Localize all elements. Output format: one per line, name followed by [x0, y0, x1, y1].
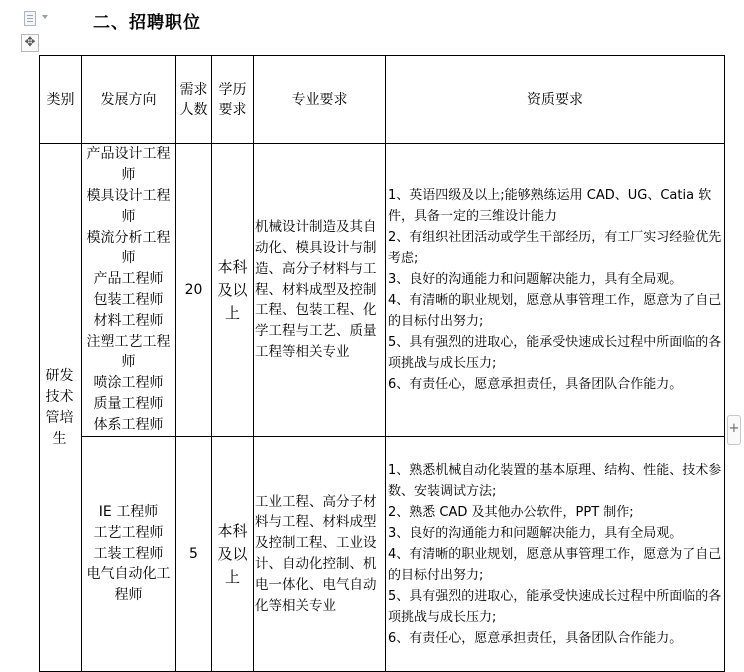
direction-cell [82, 437, 176, 672]
qualification-item: 1、英语四级及以上;能够熟练运用 CAD、UG、Catia 软件，具备一定的三维设计能力 [388, 188, 712, 224]
count-cell: 5 [176, 437, 212, 672]
direction-cell [82, 144, 176, 437]
chevron-down-icon[interactable] [42, 15, 48, 19]
category-label: 研发技术管培生 [45, 367, 74, 447]
list-item: IE 工程师 [98, 504, 159, 520]
list-item: 产品设计工程师 [86, 146, 171, 184]
header-education: 学历要求 [212, 56, 254, 144]
major-cell [254, 437, 386, 672]
direction-list [82, 144, 175, 435]
list-item: 体系工程师 [93, 416, 164, 433]
education-value: 本科及以上 [217, 257, 248, 322]
list-item: 模具设计工程师 [86, 188, 171, 225]
table-row [40, 437, 725, 672]
section-title: 二、招聘职位 [93, 13, 201, 33]
list-item: 材料工程师 [93, 312, 164, 329]
qualification-item: 2、有组织社团活动或学生干部经历，有工厂实习经验优先考虑; [388, 230, 722, 266]
qualification-cell [386, 437, 725, 672]
qualification-item: 2、熟悉 CAD 及其他办公软件，PPT 制作; [388, 504, 634, 520]
qualification-item: 3、良好的沟通能力和问题解决能力，具有全局观。 [388, 272, 683, 287]
table-move-handle-icon[interactable]: ✥ [21, 34, 39, 52]
list-item: 质量工程师 [93, 395, 164, 412]
list-item: 模流分析工程师 [86, 229, 171, 267]
list-item: 包装工程师 [93, 292, 164, 308]
count-cell: 20 [176, 144, 212, 437]
category-cell [40, 144, 82, 672]
list-item: 喷涂工程师 [93, 375, 164, 392]
list-item: 注塑工艺工程师 [86, 333, 171, 371]
header-qualification: 资质要求 [386, 56, 725, 144]
direction-list [82, 502, 175, 606]
major-cell [254, 144, 386, 437]
education-value: 本科及以上 [217, 521, 248, 586]
major-value: 工业工程、高分子材料与工程、材料成型及控制工程、工业设计、自动化控制、机电一体化、电气自动化等相关专业 [255, 493, 377, 614]
qualification-cell [386, 144, 725, 437]
qualification-item: 3、良好的沟通能力和问题解决能力，具有全局观。 [388, 525, 683, 541]
qualification-item: 4、有清晰的职业规划，愿意从事管理工作，愿意为了自己的目标付出努力; [388, 546, 722, 583]
job-positions-table [39, 55, 725, 672]
education-cell [212, 437, 254, 672]
education-cell [212, 144, 254, 437]
add-column-icon[interactable]: + [727, 415, 741, 445]
qualification-item: 5、具有强烈的进取心，能承受快速成长过程中所面临的各项挑战与成长压力; [388, 588, 722, 625]
table-row [40, 144, 725, 437]
document-icon[interactable] [24, 11, 36, 26]
qualification-item: 4、有清晰的职业规划，愿意从事管理工作，愿意为了自己的目标付出努力; [388, 293, 722, 329]
qualification-item: 1、熟悉机械自动化装置的基本原理、结构、性能、技术参数、安装调试方法; [388, 462, 722, 499]
qualification-item: 6、有责任心，愿意承担责任，具备团队合作能力。 [388, 630, 683, 646]
qualification-item: 6、有责任心，愿意承担责任，具备团队合作能力。 [388, 377, 683, 392]
list-item: 电气自动化工程师 [86, 566, 171, 604]
list-item: 产品工程师 [93, 271, 164, 288]
major-value: 机械设计制造及其自动化、模具设计与制造、高分子材料与工程、材料成型及控制工程、包装工程、化学工程与工艺、质量工程等相关专业 [255, 219, 377, 360]
header-type: 类别 [40, 56, 82, 144]
header-direction: 发展方向 [82, 56, 176, 144]
list-item: 工艺工程师 [93, 524, 164, 541]
header-major: 专业要求 [254, 56, 386, 144]
table-header-row [40, 56, 725, 144]
list-item: 工装工程师 [93, 545, 164, 562]
header-count: 需求人数 [176, 56, 212, 144]
qualification-item: 5、具有强烈的进取心，能承受快速成长过程中所面临的各项挑战与成长压力; [388, 335, 722, 371]
